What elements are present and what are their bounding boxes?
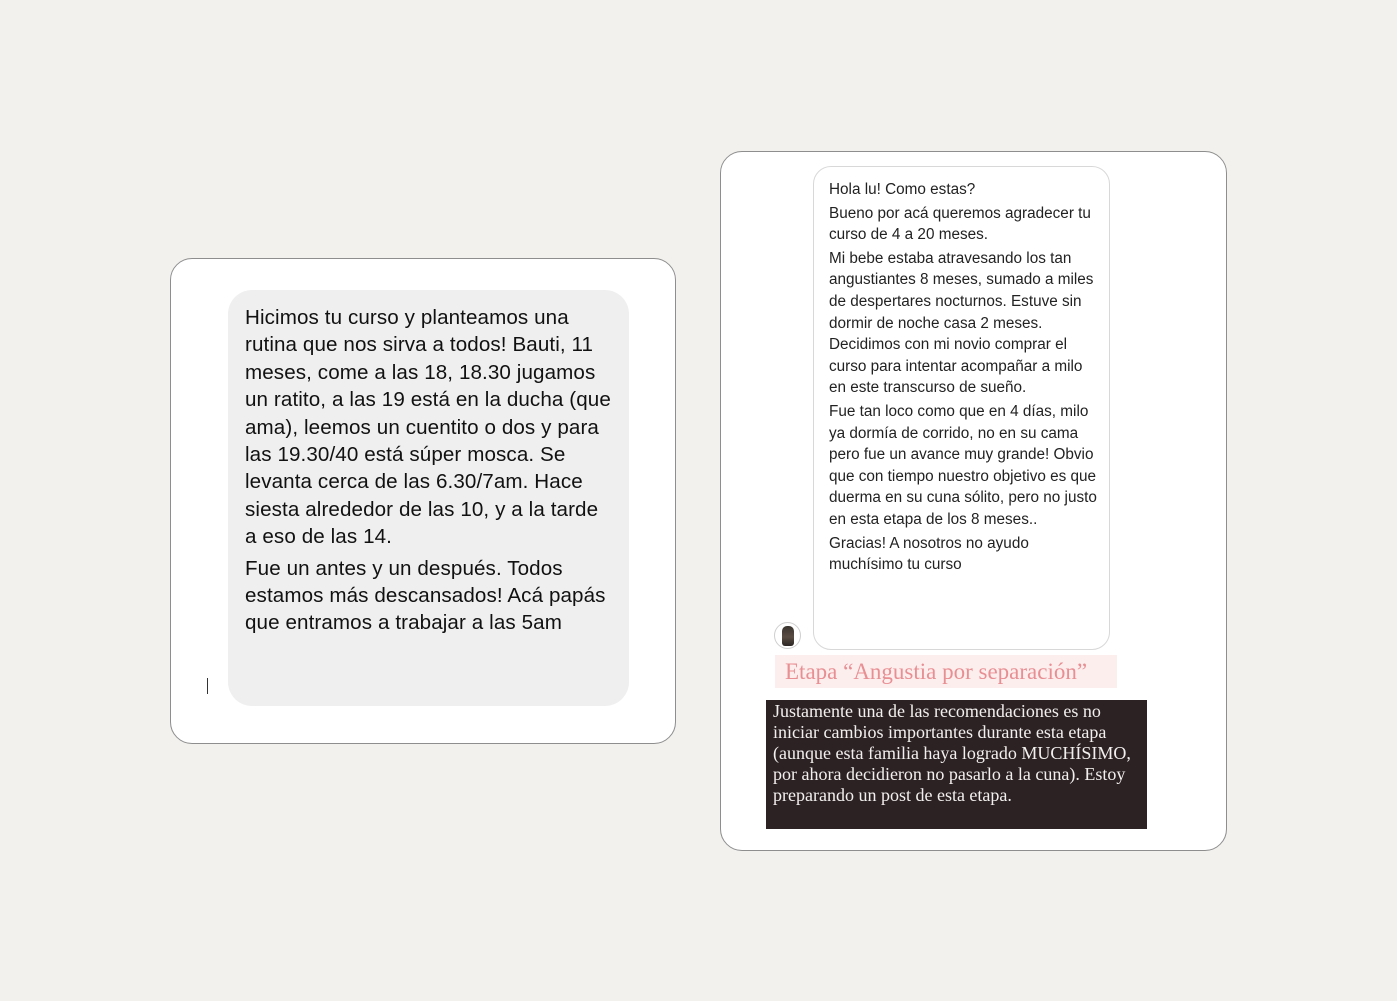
message-bubble-left [228,290,629,706]
message-paragraph: Bueno por acá queremos agradecer tu curso de 4 a 20 meses. [829,204,1091,244]
message-paragraph: Hicimos tu curso y planteamos una rutina que nos sirva a todos! Bauti, 11 meses, come a las 18, 18.30 jugamos un ratito, a las 19 está en la ducha (que ama), leemos un cuentito o dos y para las 19.30/40 está súper mosca. Se levanta cerca de las 6.30/7am. Hace siesta alrededor de las 10, y a la tarde a eso de las 14. [245,306,611,549]
message-paragraph: Gracias! A nosotros no ayudo muchísimo tu curso [829,534,1029,574]
message-paragraph: Hola lu! Como estas? [829,181,976,198]
message-paragraph: Mi bebe estaba atravesando los tan angustiantes 8 meses, sumado a miles de despertares nocturnos. Estuve sin dormir de noche casa 2 meses. Decidimos con mi novio comprar el curso para intentar acompañar a milo en este transcurso de sueño. [829,249,1094,397]
stage-label: Etapa “Angustia por separación” [775,655,1117,688]
message-paragraph: Fue un antes y un después. Todos estamos más descansados! Acá papás que entramos a trabajar a las 5am [245,556,606,635]
testimonial-card-left [170,258,676,744]
testimonial-card-right [720,151,1227,851]
text-cursor-icon [207,678,208,694]
sender-avatar [774,622,801,649]
message-paragraph: Fue tan loco como que en 4 días, milo ya dormía de corrido, no en su cama pero fue un avance muy grande! Obvio que con tiempo nuestro objetivo es que duerma en su cuna sólito, pero no justo en esta etapa de los 8 meses.. [829,402,1097,528]
recommendation-note: Justamente una de las recomendaciones es no iniciar cambios importantes durante esta etapa (aunque esta familia haya logrado MUCHÍSIMO, por ahora decidieron no pasarlo a la cuna). Estoy preparando un post de esta etapa. [766,700,1147,829]
person-photo-icon [782,626,794,646]
message-bubble-right [813,166,1110,650]
